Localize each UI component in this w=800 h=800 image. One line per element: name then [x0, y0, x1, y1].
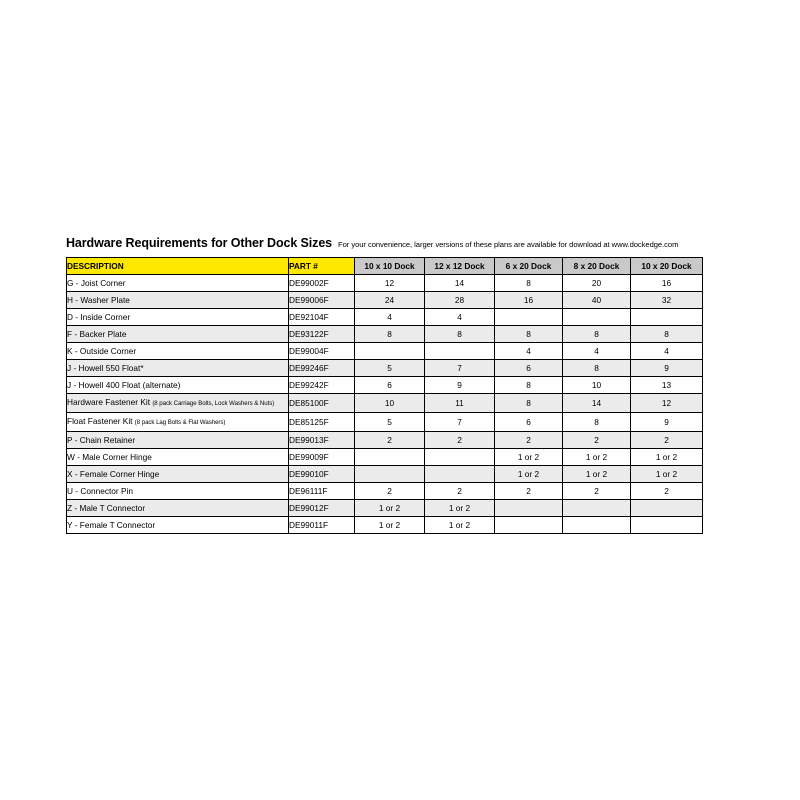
cell-quantity [355, 449, 425, 466]
cell-quantity: 32 [631, 292, 703, 309]
cell-quantity [631, 309, 703, 326]
table-row [67, 500, 703, 517]
description-subtext: (8 pack Lag Bolts & Flat Washers) [134, 419, 226, 426]
cell-quantity: 9 [631, 413, 703, 432]
description-text: X - Female Corner Hinge [67, 469, 160, 479]
cell-quantity: 7 [425, 413, 495, 432]
description-text: H - Washer Plate [67, 295, 130, 305]
cell-quantity: 8 [495, 377, 563, 394]
cell-quantity: 5 [355, 413, 425, 432]
cell-quantity: 6 [355, 377, 425, 394]
cell-description [67, 275, 289, 292]
table-row [67, 449, 703, 466]
cell-description [67, 483, 289, 500]
column-header-dock-10x10: 10 x 10 Dock [355, 258, 425, 275]
table-row [67, 360, 703, 377]
hardware-requirements-sheet [66, 236, 702, 534]
cell-description [67, 377, 289, 394]
cell-part-number: DE92104F [289, 309, 355, 326]
cell-quantity: 8 [631, 326, 703, 343]
cell-quantity [631, 500, 703, 517]
cell-quantity: 12 [355, 275, 425, 292]
table-row [67, 292, 703, 309]
cell-description [67, 343, 289, 360]
cell-quantity: 2 [425, 483, 495, 500]
cell-part-number: DE99011F [289, 517, 355, 534]
cell-quantity: 10 [355, 394, 425, 413]
cell-quantity [425, 449, 495, 466]
cell-quantity: 1 or 2 [631, 449, 703, 466]
cell-quantity: 40 [563, 292, 631, 309]
column-header-dock-10x20: 10 x 20 Dock [631, 258, 703, 275]
cell-quantity [425, 466, 495, 483]
cell-part-number: DE99010F [289, 466, 355, 483]
cell-quantity: 7 [425, 360, 495, 377]
cell-part-number: DE99004F [289, 343, 355, 360]
cell-quantity: 9 [631, 360, 703, 377]
cell-quantity: 2 [355, 432, 425, 449]
table-row [67, 275, 703, 292]
cell-part-number: DE99009F [289, 449, 355, 466]
cell-quantity: 4 [563, 343, 631, 360]
column-header-part-number: PART # [289, 258, 355, 275]
cell-description [67, 413, 289, 432]
cell-part-number: DE93122F [289, 326, 355, 343]
cell-quantity [563, 500, 631, 517]
cell-quantity: 12 [631, 394, 703, 413]
cell-quantity [425, 343, 495, 360]
cell-part-number: DE99242F [289, 377, 355, 394]
page-title: Hardware Requirements for Other Dock Sizes [66, 236, 333, 250]
table-row [67, 483, 703, 500]
cell-quantity: 4 [355, 309, 425, 326]
cell-part-number: DE85100F [289, 394, 355, 413]
cell-quantity: 10 [563, 377, 631, 394]
table-body [67, 275, 703, 534]
cell-description [67, 432, 289, 449]
table-row [67, 343, 703, 360]
cell-quantity: 8 [563, 326, 631, 343]
cell-description [67, 360, 289, 377]
cell-quantity: 2 [425, 432, 495, 449]
cell-description [67, 326, 289, 343]
cell-quantity: 24 [355, 292, 425, 309]
cell-quantity: 8 [495, 275, 563, 292]
cell-part-number: DE85125F [289, 413, 355, 432]
cell-quantity [563, 517, 631, 534]
cell-quantity [495, 500, 563, 517]
cell-quantity: 1 or 2 [425, 500, 495, 517]
cell-quantity: 1 or 2 [563, 449, 631, 466]
cell-quantity: 5 [355, 360, 425, 377]
cell-quantity: 14 [563, 394, 631, 413]
table-row [67, 466, 703, 483]
cell-quantity: 8 [563, 413, 631, 432]
cell-quantity: 2 [631, 432, 703, 449]
cell-quantity: 4 [631, 343, 703, 360]
page-subtitle-note: For your convenience, larger versions of these plans are available for download at www.dockedge.com [338, 240, 679, 249]
cell-quantity: 1 or 2 [495, 466, 563, 483]
cell-quantity: 4 [495, 343, 563, 360]
cell-quantity: 1 or 2 [563, 466, 631, 483]
cell-quantity: 13 [631, 377, 703, 394]
cell-quantity [563, 309, 631, 326]
cell-quantity: 2 [355, 483, 425, 500]
description-text: K - Outside Corner [67, 346, 137, 356]
cell-part-number: DE99246F [289, 360, 355, 377]
cell-quantity: 16 [631, 275, 703, 292]
cell-description [67, 309, 289, 326]
cell-quantity [631, 517, 703, 534]
description-text: J - Howell 550 Float* [67, 363, 144, 373]
cell-quantity: 2 [495, 432, 563, 449]
description-text: G - Joist Corner [67, 278, 126, 288]
cell-description [67, 292, 289, 309]
description-text: U - Connector Pin [67, 486, 133, 496]
cell-quantity [355, 343, 425, 360]
cell-quantity [495, 309, 563, 326]
cell-description [67, 500, 289, 517]
cell-description [67, 466, 289, 483]
table-row [67, 326, 703, 343]
description-text: Z - Male T Connector [67, 503, 146, 513]
cell-quantity: 11 [425, 394, 495, 413]
sheet-title-row [66, 236, 702, 250]
cell-part-number: DE99012F [289, 500, 355, 517]
cell-quantity: 2 [631, 483, 703, 500]
description-text: Hardware Fastener Kit [67, 397, 153, 407]
cell-part-number: DE99006F [289, 292, 355, 309]
description-text: F - Backer Plate [67, 329, 127, 339]
description-text: W - Male Corner Hinge [67, 452, 152, 462]
table-row [67, 394, 703, 413]
column-header-dock-12x12: 12 x 12 Dock [425, 258, 495, 275]
table-row [67, 517, 703, 534]
cell-quantity [495, 517, 563, 534]
cell-quantity: 16 [495, 292, 563, 309]
cell-description [67, 449, 289, 466]
cell-quantity: 8 [425, 326, 495, 343]
cell-quantity: 28 [425, 292, 495, 309]
description-subtext: (8 pack Carriage Bolts, Lock Washers & Nuts) [152, 400, 275, 407]
cell-quantity: 2 [563, 483, 631, 500]
cell-quantity: 2 [495, 483, 563, 500]
table-row [67, 377, 703, 394]
cell-quantity: 4 [425, 309, 495, 326]
cell-quantity: 9 [425, 377, 495, 394]
cell-description [67, 517, 289, 534]
column-header-dock-6x20: 6 x 20 Dock [495, 258, 563, 275]
cell-quantity: 20 [563, 275, 631, 292]
cell-quantity [355, 466, 425, 483]
table-row [67, 432, 703, 449]
cell-quantity: 1 or 2 [495, 449, 563, 466]
cell-part-number: DE99002F [289, 275, 355, 292]
cell-quantity: 1 or 2 [355, 517, 425, 534]
cell-quantity: 1 or 2 [425, 517, 495, 534]
cell-quantity: 6 [495, 360, 563, 377]
column-header-dock-8x20: 8 x 20 Dock [563, 258, 631, 275]
cell-quantity: 2 [563, 432, 631, 449]
cell-quantity: 8 [495, 394, 563, 413]
cell-quantity: 8 [563, 360, 631, 377]
description-text: J - Howell 400 Float (alternate) [67, 380, 181, 390]
description-text: P - Chain Retainer [67, 435, 136, 445]
cell-quantity: 6 [495, 413, 563, 432]
cell-part-number: DE99013F [289, 432, 355, 449]
description-text: D - Inside Corner [67, 312, 131, 322]
cell-description [67, 394, 289, 413]
hardware-requirements-table [66, 257, 703, 534]
table-header [67, 258, 703, 275]
cell-quantity: 14 [425, 275, 495, 292]
column-header-description: DESCRIPTION [67, 258, 289, 275]
cell-quantity: 8 [495, 326, 563, 343]
cell-quantity: 8 [355, 326, 425, 343]
cell-part-number: DE96111F [289, 483, 355, 500]
table-row [67, 309, 703, 326]
table-row [67, 413, 703, 432]
table-header-row [67, 258, 703, 275]
description-text: Float Fastener Kit [67, 416, 135, 426]
description-text: Y - Female T Connector [67, 520, 156, 530]
cell-quantity: 1 or 2 [355, 500, 425, 517]
cell-quantity: 1 or 2 [631, 466, 703, 483]
